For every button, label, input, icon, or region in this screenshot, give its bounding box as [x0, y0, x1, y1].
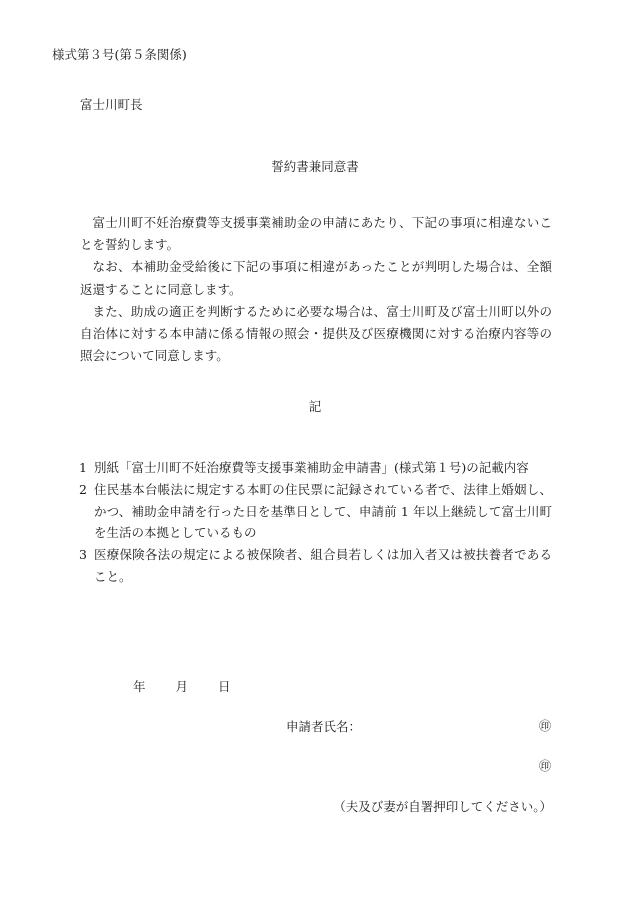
pledge-body	[80, 212, 552, 367]
form-number: 様式第３号(第５条関係)	[52, 47, 187, 62]
item-number: 1	[79, 460, 87, 475]
list-item	[80, 457, 552, 479]
signature-note: （夫及び妻が自署押印してください。）	[333, 799, 552, 814]
item-text: 住民基本台帳法に規定する本町の住民票に記録されている者で、法律上婚姻し、かつ、補助金申請を行った日を基準日として、申請前 1 年以上継続して富士川町を生活の本拠としているもの	[94, 481, 552, 541]
applicant-name-label: 申請者氏名：	[286, 719, 362, 734]
list-item	[80, 544, 552, 588]
pledge-paragraph: 富士川町不妊治療費等支援事業補助金の申請にあたり、下記の事項に相違ないことを誓約します。	[80, 215, 552, 253]
consent-paragraph: また、助成の適正を判断するために必要な場合は、富士川町及び富士川町以外の自治体に対する本申請に係る情報の照会・提供及び医療機関に対する治療内容等の照会について同意します。	[80, 303, 552, 364]
item-text: 別紙「富士川町不妊治療費等支援事業補助金申請書」(様式第１号)の記載内容	[94, 460, 529, 475]
month-label: 月	[175, 679, 189, 694]
year-label: 年	[133, 679, 146, 694]
addressee: 富士川町長	[80, 97, 143, 112]
item-number: 3	[79, 547, 87, 563]
ki-heading: 記	[308, 399, 322, 414]
list-item	[80, 479, 552, 544]
day-label: 日	[218, 679, 231, 694]
date-line	[133, 677, 231, 695]
seal-mark-husband: ㊞	[539, 719, 552, 733]
item-number: 2	[79, 481, 87, 497]
document-title: 誓約書兼同意書	[271, 159, 359, 174]
seal-mark-wife: ㊞	[539, 759, 552, 773]
conditions-list	[80, 457, 552, 588]
item-text: 医療保険各法の規定による被保険者、組合員若しくは加入者又は被扶養者であること。	[94, 547, 552, 584]
refund-paragraph: なお、本補助金受給後に下記の事項に相違があったことが判明した場合は、全額返還することに同意します。	[80, 259, 552, 297]
